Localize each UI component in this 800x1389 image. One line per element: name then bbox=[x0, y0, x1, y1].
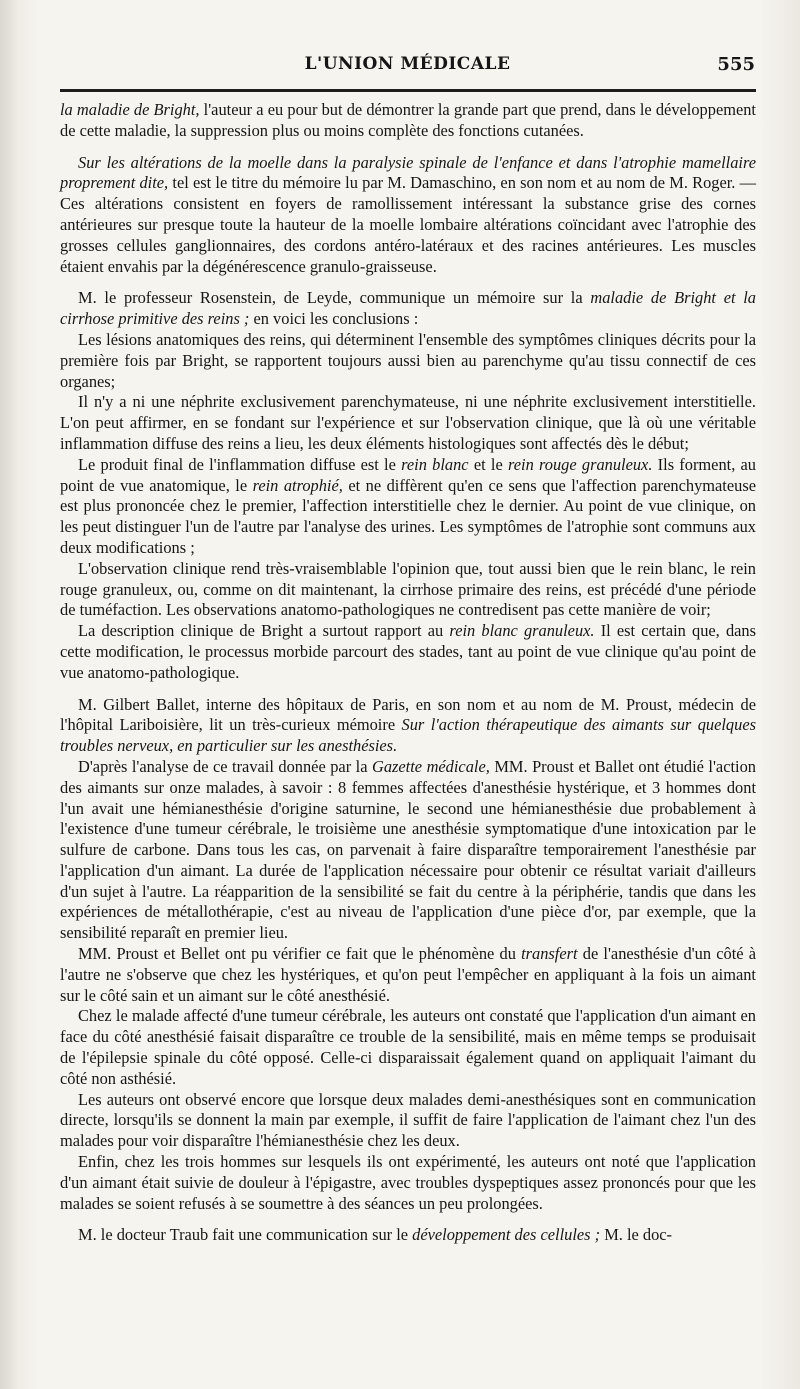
text-run: D'après l'analyse de ce travail donnée par la bbox=[78, 756, 372, 776]
text-run: Le produit final de l'inflammation diffuse est le bbox=[78, 454, 402, 474]
running-head: L'UNION MÉDICALE bbox=[304, 54, 511, 74]
italic-text: Sur les altérations de la moelle dans la paralysie spinale de l'enfance et dans l'atrophie mamellaire proprement dite, bbox=[60, 152, 756, 193]
paragraph bbox=[60, 1225, 756, 1246]
paragraph bbox=[60, 455, 756, 559]
italic-text: maladie de Bright et la cirrhose primitive des reins ; bbox=[60, 288, 756, 329]
text-run: de l'anesthésie d'un côté à l'autre ne s'observe que chez les hystériques, et qu'on peut l'empêcher en appliquant à la fois un aimant sur le côté sain et un aimant sur le côté anesthésié. bbox=[60, 944, 757, 1005]
text-run: tel est le titre du mémoire lu par M. Damaschino, en son nom et au nom de M. Roger. — Ces altérations consistent en foyers de ramollissement intéressant la substance grise des cornes antérieures sur presque toute la hauteur de la moelle lombaire altérations coïncidant avec l'atrophie des grosses cellules ganglionnaires, des cordons antéro-latéraux et des racines antérieures. Les muscles étaient envahis par la dégénérescence granulo-graisseuse. bbox=[60, 173, 757, 276]
paragraph bbox=[60, 559, 756, 621]
italic-text: rein blanc bbox=[401, 454, 469, 474]
italic-text: développement des cellules ; bbox=[412, 1225, 601, 1245]
italic-text: Sur l'action thérapeutique des aimants sur quelques troubles nerveux, en particulier sur les anesthésies. bbox=[60, 715, 756, 756]
paragraph bbox=[60, 621, 756, 683]
paragraph bbox=[60, 695, 756, 757]
italic-text: la maladie de Bright, bbox=[60, 100, 200, 119]
paragraph bbox=[60, 288, 756, 330]
page-header bbox=[60, 50, 755, 80]
text-run: et le bbox=[468, 454, 508, 474]
italic-text: rein atrophié, bbox=[252, 475, 343, 495]
paragraph bbox=[60, 757, 756, 944]
text-run: Les auteurs ont observé encore que lorsque deux malades demi-anesthésiques sont en communication directe, lorsqu'ils se donnent la main par exemple, il suffit de faire l'application de l'aimant chez l'un des malades pour voir disparaître l'hémianesthésie chez les deux. bbox=[60, 1089, 756, 1151]
paragraph bbox=[60, 100, 756, 142]
text-run: Les lésions anatomiques des reins, qui déterminent l'ensemble des symptômes cliniques décrits pour la première fois par Bright, se rapportent toujours aussi bien au parenchyme qu'au tissu connectif de ces organes; bbox=[60, 329, 756, 391]
text-run: M. Gilbert Ballet, interne des hôpitaux de Paris, en son nom et au nom de M. Proust, médecin de l'hôpital Lariboisière, lit un très-curieux mémoire bbox=[60, 694, 756, 735]
paragraph bbox=[60, 944, 756, 1006]
text-run: La description clinique de Bright a surtout rapport au bbox=[78, 621, 450, 641]
text-run: MM. Proust et Ballet ont étudié l'action des aimants sur onze malades, à savoir : 8 femmes affectées d'anesthésie hystérique, et 3 hommes dont l'un avait une hémianesthésie d'origine saturnine, le second une hémianesthésie due probablement à l'existence d'une tumeur cérébrale, le troisième une anesthésie symptomatique d'une intoxication par le sulfure de carbone. Dans tous les cas, on parvenait à faire disparaître temporairement l'anesthésie par l'application d'un aimant. La durée de l'application nécessaire pour obtenir ce résultat variait d'ailleurs d'un sujet à l'autre. La réapparition de la sensibilité se fait du centre à la périphérie, tandis que dans les expériences de métallothérapie, c'est au niveau de l'application d'une pièce d'or, par exemple, que la sensibilité reparaît en premier lieu. bbox=[60, 756, 756, 943]
text-run: Enfin, chez les trois hommes sur lesquels ils ont expérimenté, les auteurs ont noté que l'application d'un aimant était suivie de douleur à l'épigastre, avec troubles dyspeptiques assez prononcés pour que les malades se soient refusés à se soumettre à des séances un peu prolongées. bbox=[60, 1152, 756, 1213]
text-run: M. le professeur Rosenstein, de Leyde, communique un mémoire sur la bbox=[78, 288, 591, 308]
paragraph bbox=[60, 1090, 756, 1152]
text-run: Chez le malade affecté d'une tumeur cérébrale, les auteurs ont constaté que l'application d'un aimant en face du côté anesthésié faisait disparaître ce trouble de la sensibilité, mais en même temps se produisait de l'épilepsie spinale du côté opposé. Celle-ci disparaissait également quand on appliquait l'aimant du côté non asthésié. bbox=[60, 1006, 756, 1088]
paragraph bbox=[60, 330, 756, 392]
text-run: M. le docteur Traub fait une communication sur le bbox=[78, 1225, 413, 1245]
paragraph bbox=[60, 392, 756, 454]
text-run: et ne diffèrent qu'en ce sens que l'affection parenchymateuse est plus prononcée chez le premier, l'affection interstitielle chez le dernier. Au point de vue clinique, on les peut distinguer l'un de l'autre par l'analyse des urines. Les symptômes de l'atrophie sont communs aux deux modifications ; bbox=[60, 475, 756, 557]
header-rule bbox=[60, 89, 756, 92]
italic-text: rein blanc granuleux. bbox=[449, 621, 595, 641]
text-run: Ils forment, au point de vue anatomique, le bbox=[60, 454, 756, 495]
body-text bbox=[60, 100, 756, 1246]
text-run: en voici les conclusions : bbox=[249, 309, 419, 329]
paragraph bbox=[60, 1006, 756, 1089]
text-run: l'auteur a eu pour but de démontrer la grande part que prend, dans le développement de cette maladie, la suppression plus ou moins complète des fonctions cutanées. bbox=[60, 100, 756, 140]
text-run: L'observation clinique rend très-vraisemblable l'opinion que, tout aussi bien que le rein blanc, le rein rouge granuleux, ou, comme on dit maintenant, la cirrhose primaire des reins, est précédé d'une période de tuméfaction. Les observations anatomo-pathologiques ne contredisent pas cette manière de voir; bbox=[60, 558, 756, 620]
italic-text: rein rouge granuleux. bbox=[507, 454, 653, 474]
paragraph bbox=[60, 1152, 756, 1214]
italic-text: Gazette médicale, bbox=[372, 756, 490, 776]
text-run: Il est certain que, dans cette modification, le processus morbide parcourt des stades, tant au point de vue clinique qu'au point de vue anatomo-pathologique. bbox=[60, 621, 756, 682]
text-run: M. le doc- bbox=[600, 1225, 673, 1245]
paragraph bbox=[60, 153, 756, 278]
page-number: 555 bbox=[717, 54, 755, 75]
text-run: MM. Proust et Bellet ont pu vérifier ce fait que le phénomène du bbox=[78, 944, 522, 964]
italic-text: transfert bbox=[521, 944, 578, 964]
text-run: Il n'y a ni une néphrite exclusivement parenchymateuse, ni une néphrite exclusivement interstitielle. L'on peut affirmer, en se fondant sur l'expérience et sur l'observation clinique, que là où une véritable inflammation diffuse des reins a lieu, les deux éléments histologiques sont affectés dès le début; bbox=[60, 392, 756, 453]
